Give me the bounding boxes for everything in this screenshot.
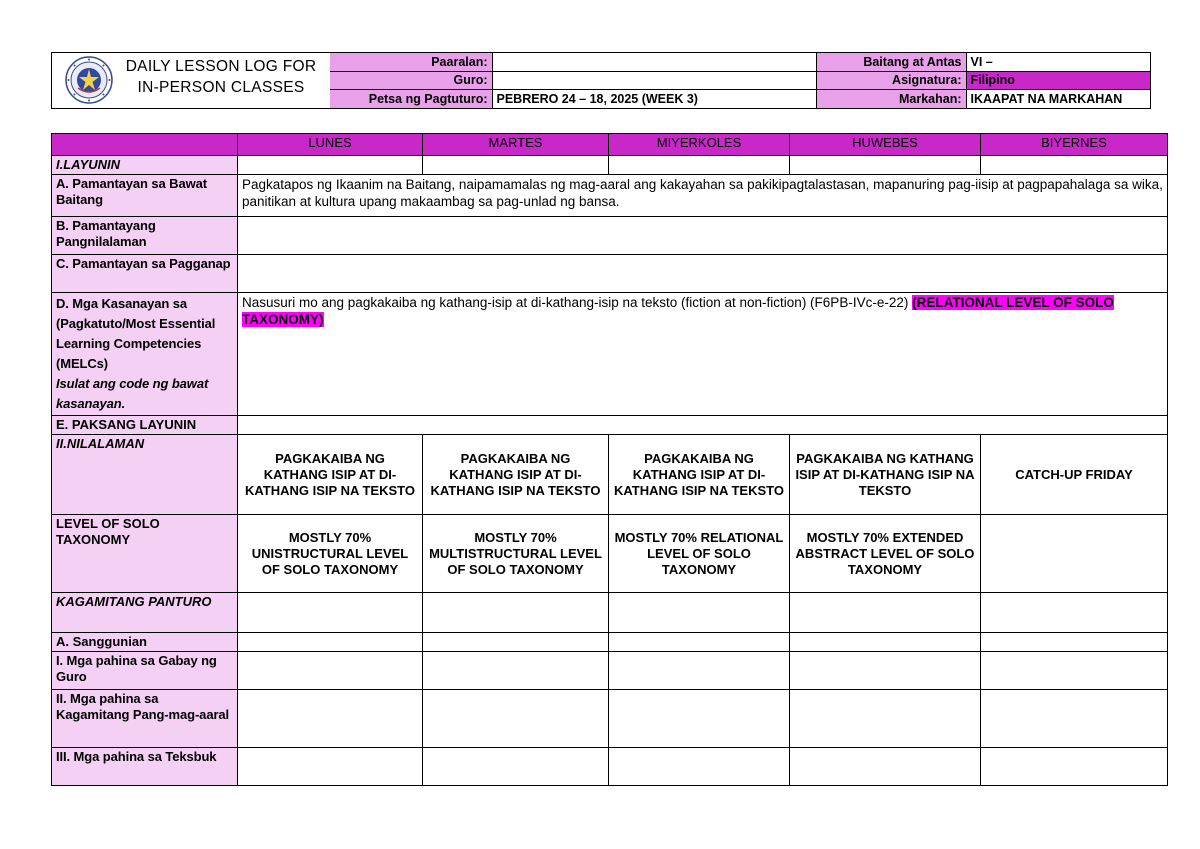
kagamitang-pang-mag-aaral-row (52, 690, 1168, 748)
solo-cell-thursday: MOSTLY 70% EXTENDED ABSTRACT LEVEL OF SOLO TAXONOMY (790, 515, 981, 593)
kasanayan-highlight: (RELATIONAL LEVEL OF SOLO TAXONOMY) (242, 295, 1114, 327)
teksbuk-cell-monday[interactable] (238, 748, 423, 786)
lesson-plan-table (51, 133, 1168, 786)
solo-taxonomy-row (52, 515, 1168, 593)
gabay-cell-tuesday[interactable] (423, 652, 609, 690)
date-field[interactable]: PEBRERO 24 – 18, 2025 (WEEK 3) (492, 90, 816, 108)
subject-field[interactable]: Filipino (966, 71, 1150, 90)
day-header-friday: BIYERNES (981, 134, 1168, 156)
day-header-wednesday: MIYERKOLES (609, 134, 790, 156)
kasanayan-text: Nasusuri mo ang pagkakaiba ng kathang-isip at di-kathang-isip na teksto (fiction at non-fiction) (F6PB-IVc-e-22) (242, 295, 909, 310)
solo-cell-wednesday: MOSTLY 70% RELATIONAL LEVEL OF SOLO TAXONOMY (609, 515, 790, 593)
pamantayang-pangnilalaman-row (52, 217, 1168, 255)
header-row-3 (330, 90, 1150, 108)
teksbuk-cell-thursday[interactable] (790, 748, 981, 786)
pamantayang-pangnilalaman-label: B. Pamantayang Pangnilalaman (52, 217, 238, 255)
kagamitan-cell-wednesday[interactable] (609, 593, 790, 633)
kpm-cell-thursday[interactable] (790, 690, 981, 748)
gabay-guro-row (52, 652, 1168, 690)
teksbuk-cell-tuesday[interactable] (423, 748, 609, 786)
title-line-1: DAILY LESSON LOG FOR (125, 58, 317, 75)
paksang-layunin-row (52, 416, 1168, 435)
day-header-thursday: HUWEBES (790, 134, 981, 156)
gabay-cell-thursday[interactable] (790, 652, 981, 690)
kpm-cell-friday[interactable] (981, 690, 1168, 748)
nilalaman-cell-tuesday: PAGKAKAIBA NG KATHANG ISIP AT DI-KATHANG ISIP NA TEKSTO (423, 435, 609, 515)
kagamitang-pang-mag-aaral-label: II. Mga pahina sa Kagamitang Pang-mag-aaral (52, 690, 238, 748)
pamantayan-baitang-text: Pagkatapos ng Ikaanim na Baitang, naipamamalas ng mag-aaral ang kakayahan sa pakikipagtalastasan, mapanuring pag-iisip at pagpapahalaga sa wika, panitikan at kultura upang makaambag sa pag-unlad ng bansa. (238, 175, 1168, 217)
sanggunian-cell-monday[interactable] (238, 633, 423, 652)
layunin-row (52, 156, 1168, 175)
teksbuk-cell-friday[interactable] (981, 748, 1168, 786)
paksang-layunin-label: E. PAKSANG LAYUNIN (52, 416, 238, 435)
school-label: Paaralan: (330, 53, 492, 71)
teksbuk-label: III. Mga pahina sa Teksbuk (52, 748, 238, 786)
layunin-cell-tuesday[interactable] (423, 156, 609, 175)
teacher-label: Guro: (330, 71, 492, 90)
teacher-field[interactable] (492, 71, 816, 90)
paksang-layunin-cell[interactable] (238, 416, 1168, 435)
pamantayang-pangnilalaman-cell[interactable] (238, 217, 1168, 255)
gabay-cell-monday[interactable] (238, 652, 423, 690)
solo-taxonomy-label: LEVEL OF SOLO TAXONOMY (52, 515, 238, 593)
header-title-block (52, 53, 331, 108)
pamantayan-baitang-label: A. Pamantayan sa Bawat Baitang (52, 175, 238, 217)
nilalaman-label: II.NILALAMAN (52, 435, 238, 515)
document-title (116, 56, 326, 98)
deped-seal-icon (64, 55, 114, 105)
pamantayan-baitang-row (52, 175, 1168, 217)
grade-field[interactable]: VI – (966, 53, 1150, 71)
day-header-row (52, 134, 1168, 156)
date-label: Petsa ng Pagtuturo: (330, 90, 492, 108)
layunin-cell-wednesday[interactable] (609, 156, 790, 175)
solo-cell-tuesday: MOSTLY 70% MULTISTRUCTURAL LEVEL OF SOLO TAXONOMY (423, 515, 609, 593)
kpm-cell-monday[interactable] (238, 690, 423, 748)
pamantayan-pagganap-row (52, 255, 1168, 293)
quarter-label: Markahan: (816, 90, 966, 108)
pamantayan-pagganap-cell[interactable] (238, 255, 1168, 293)
gabay-cell-wednesday[interactable] (609, 652, 790, 690)
sanggunian-cell-friday[interactable] (981, 633, 1168, 652)
nilalaman-cell-monday: PAGKAKAIBA NG KATHANG ISIP AT DI-KATHANG ISIP NA TEKSTO (238, 435, 423, 515)
kagamitan-cell-tuesday[interactable] (423, 593, 609, 633)
gabay-guro-label: I. Mga pahina sa Gabay ng Guro (52, 652, 238, 690)
grade-label: Baitang at Antas (816, 53, 966, 71)
gabay-cell-friday[interactable] (981, 652, 1168, 690)
lesson-log-header (51, 52, 1151, 109)
nilalaman-cell-friday: CATCH-UP FRIDAY (981, 435, 1168, 515)
day-header-tuesday: MARTES (423, 134, 609, 156)
solo-cell-monday: MOSTLY 70% UNISTRUCTURAL LEVEL OF SOLO TAXONOMY (238, 515, 423, 593)
subject-label: Asignatura: (816, 71, 966, 90)
kagamitan-label: KAGAMITANG PANTURO (52, 593, 238, 633)
layunin-cell-thursday[interactable] (790, 156, 981, 175)
kpm-cell-wednesday[interactable] (609, 690, 790, 748)
kpm-cell-tuesday[interactable] (423, 690, 609, 748)
day-header-monday: LUNES (238, 134, 423, 156)
teksbuk-cell-wednesday[interactable] (609, 748, 790, 786)
kagamitan-cell-thursday[interactable] (790, 593, 981, 633)
solo-cell-friday (981, 515, 1168, 593)
teksbuk-row (52, 748, 1168, 786)
header-row-2 (330, 71, 1150, 90)
kasanayan-note: Isulat ang code ng bawat kasanayan. (56, 376, 209, 411)
kagamitan-row (52, 593, 1168, 633)
sanggunian-row (52, 633, 1168, 652)
layunin-label: I.LAYUNIN (52, 156, 238, 175)
layunin-cell-friday[interactable] (981, 156, 1168, 175)
sanggunian-cell-wednesday[interactable] (609, 633, 790, 652)
nilalaman-row (52, 435, 1168, 515)
kasanayan-label (52, 293, 238, 416)
layunin-cell-monday[interactable] (238, 156, 423, 175)
header-info-grid (330, 53, 1150, 108)
kagamitan-cell-monday[interactable] (238, 593, 423, 633)
nilalaman-cell-thursday: PAGKAKAIBA NG KATHANG ISIP AT DI-KATHANG ISIP NA TEKSTO (790, 435, 981, 515)
kasanayan-cell (238, 293, 1168, 416)
school-field[interactable] (492, 53, 816, 71)
pamantayan-pagganap-label: C. Pamantayan sa Pagganap (52, 255, 238, 293)
sanggunian-cell-thursday[interactable] (790, 633, 981, 652)
sanggunian-label: A. Sanggunian (52, 633, 238, 652)
title-line-2: IN-PERSON CLASSES (137, 79, 305, 96)
kasanayan-row (52, 293, 1168, 416)
sanggunian-cell-tuesday[interactable] (423, 633, 609, 652)
quarter-field[interactable]: IKAAPAT NA MARKAHAN (966, 90, 1150, 108)
header-row-1 (330, 53, 1150, 71)
kagamitan-cell-friday[interactable] (981, 593, 1168, 633)
corner-cell (52, 134, 238, 156)
kasanayan-label-text: D. Mga Kasanayan sa (Pagkatuto/Most Essential Learning Competencies (MELCs) (56, 296, 216, 371)
nilalaman-cell-wednesday: PAGKAKAIBA NG KATHANG ISIP AT DI-KATHANG ISIP NA TEKSTO (609, 435, 790, 515)
